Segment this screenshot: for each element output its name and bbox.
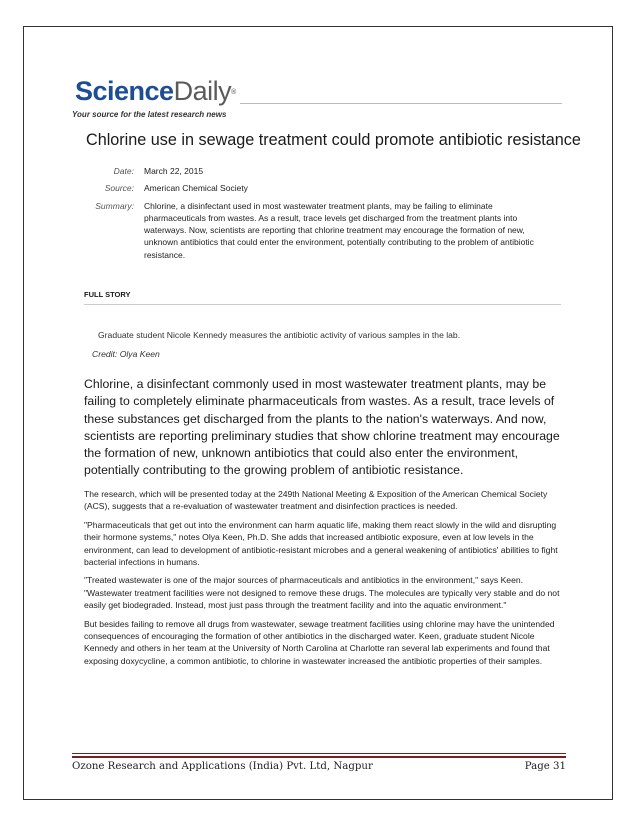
summary-value: Chlorine, a disinfectant used in most wastewater treatment plants, may be failing to eliminate pharmaceuticals from wastes. As a result, trace levels get discharged from the treatment plants into waterways. Now, scientists are reporting that chlorine treatment may encourage the formation of new, unknown antibiotics that could enter the environment, potentially contributing to the problem of antibiotic resistance. <box>144 200 534 260</box>
body-paragraph: "Pharmaceuticals that get out into the environment can harm aquatic life, making them react slowly in the wild and disrupting their hormone systems," notes Olya Keen, Ph.D. She adds that increased antibiotic exposure, even at low levels in the environment, can lead to development of antibiotic-resistant microbes and a general weakening of antibiotics' abilities to fight bacterial infections in humans. <box>84 519 558 568</box>
logo-divider <box>240 103 562 104</box>
tagline: Your source for the latest research news <box>72 110 227 119</box>
source-value: American Chemical Society <box>144 183 248 194</box>
full-story-heading: FULL STORY <box>84 290 131 299</box>
meta-date-row <box>86 165 554 177</box>
body-paragraph: The research, which will be presented today at the 249th National Meeting & Exposition of the American Chemical Society (ACS), suggests that a re-evaluation of wastewater treatment and disinfection practices is needed. <box>84 489 548 512</box>
footer-company: Ozone Research and Applications (India) Pvt. Ltd, Nagpur <box>72 761 373 772</box>
lead-paragraph: Chlorine, a disinfectant commonly used in most wastewater treatment plants, may be failing to completely eliminate pharmaceuticals from wastes. As a result, trace levels of these substances get discharged from the plants to the nation's waterways. And now, scientists are reporting preliminary studies that show chlorine treatment may encourage the formation of new, unknown antibiotics that could also enter the environment, potentially contributing to the growing problem of antibiotic resistance. <box>84 377 560 478</box>
date-label: Date: <box>113 166 134 176</box>
meta-source-row <box>86 182 554 194</box>
image-credit: Credit: Olya Keen <box>92 349 160 359</box>
article-headline: Chlorine use in sewage treatment could promote antibiotic resistance <box>86 131 581 149</box>
footer-page-number: Page 31 <box>524 761 566 772</box>
source-label: Source: <box>104 183 134 194</box>
meta-summary-row <box>86 200 554 261</box>
logo-science-text: Science <box>75 76 174 106</box>
article-body <box>84 488 566 673</box>
logo-daily-text: Daily <box>173 76 232 106</box>
body-paragraph: "Treated wastewater is one of the major sources of pharmaceuticals and antibiotics in the environment," says Keen. "Wastewater treatment facilities were not designed to remove these drugs. The molecules are typically very stable and do not easily get biodegraded. Instead, most just pass through the treatment facility and into the aquatic environment." <box>84 575 560 611</box>
article-meta <box>86 165 554 266</box>
summary-label: Summary: <box>95 200 134 211</box>
sciencedaily-logo[interactable] <box>75 76 236 106</box>
footer-rule-thin <box>72 753 566 754</box>
image-caption: Graduate student Nicole Kennedy measures the antibiotic activity of various samples in the lab. <box>98 330 461 340</box>
body-paragraph: But besides failing to remove all drugs from wastewater, sewage treatment facilities using chlorine may have the unintended consequences of encouraging the formation of other antibiotics in the discharged water. Keen, graduate student Nicole Kennedy and others in her team at the University of North Carolina at Charlotte ran several lab experiments and found that exposing doxycycline, a common antibiotic, to chlorine in wastewater increased the antibiotic properties of their samples. <box>84 618 555 666</box>
full-story-divider <box>84 304 561 305</box>
registered-mark: ® <box>231 89 236 96</box>
date-value: March 22, 2015 <box>144 166 204 176</box>
footer-rule-thick <box>72 756 566 758</box>
